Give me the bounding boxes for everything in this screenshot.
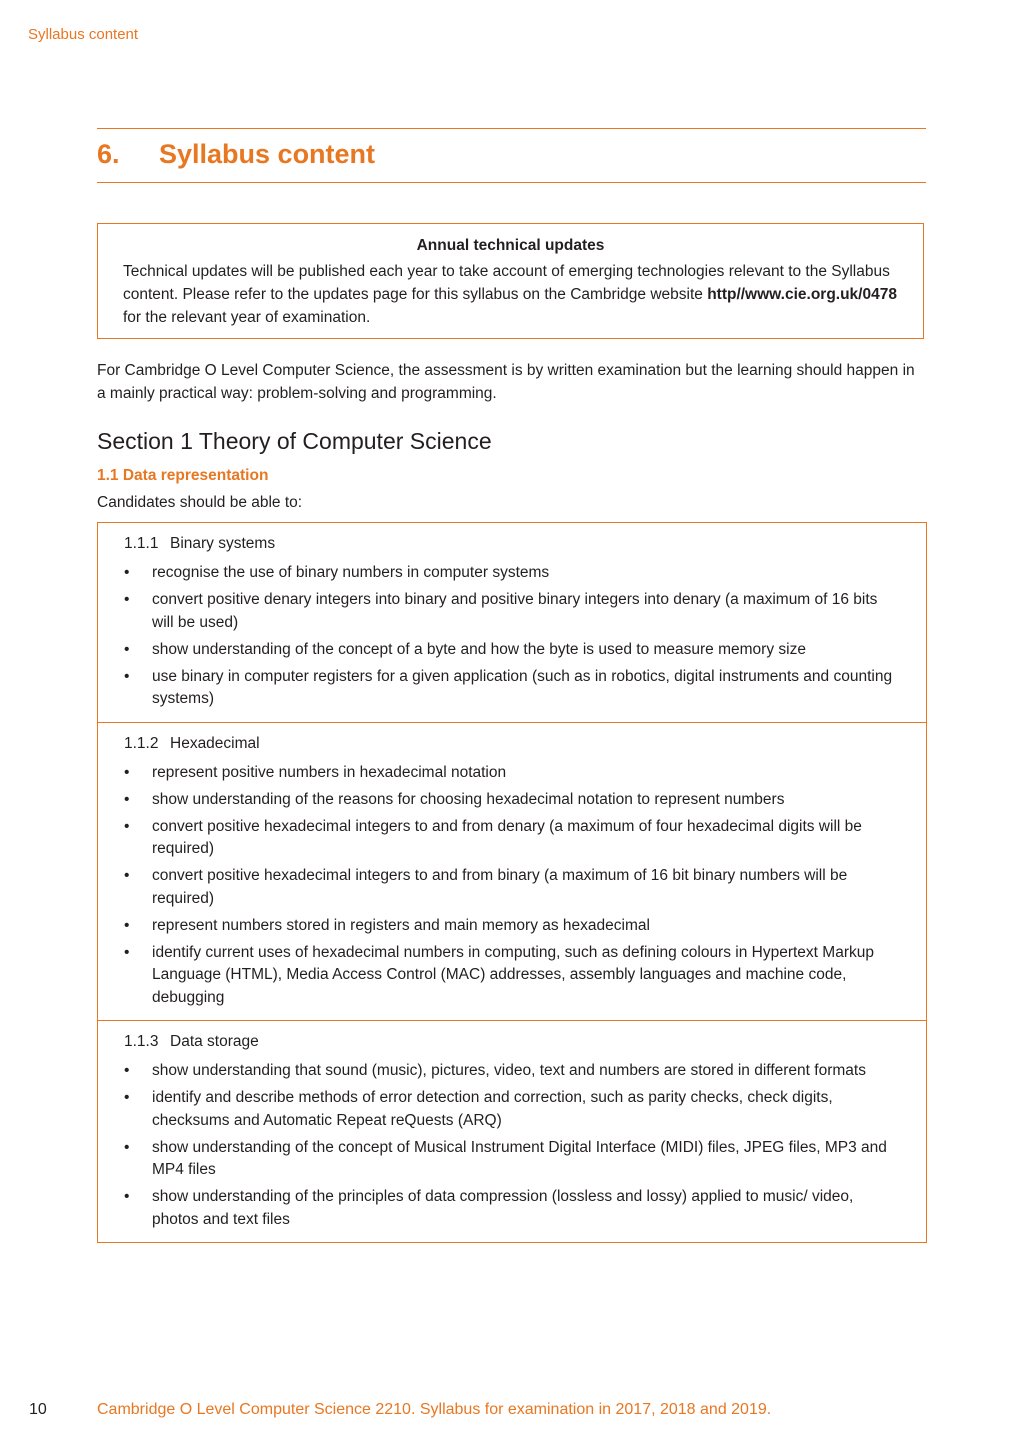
topic-cell (98, 523, 926, 722)
chapter-title-text: Syllabus content (159, 139, 376, 169)
topic-code: 1.1.2 (124, 734, 159, 752)
topic-cell (98, 1020, 926, 1242)
updates-text: Technical updates will be published each year to take account of emerging technologies relevant to the Syllabus content. Please refer to the updates page for this syllabus on the Cambridge website (123, 263, 890, 303)
topic-cell (98, 722, 926, 1021)
footer-text: Cambridge O Level Computer Science 2210. Syllabus for examination in 2017, 2018 and 2019. (97, 1401, 772, 1418)
list-item: • represent numbers stored in registers and main memory as hexadecimal (124, 915, 896, 938)
topic-bullet-list (124, 562, 896, 711)
page-number: 10 (29, 1401, 47, 1418)
list-item: • show understanding of the principles of data compression (lossless and lossy) applied to music/ video, photos and text files (124, 1186, 896, 1231)
topic-title: Data storage (170, 1033, 259, 1050)
list-item: • identify current uses of hexadecimal numbers in computing, such as defining colours in Hypertext Markup Language (HTML), Media Access Control (MAC) addresses, assembly languages and machine code, debugging (124, 942, 896, 1010)
list-item: • convert positive hexadecimal integers to and from binary (a maximum of 16 bit binary numbers will be required) (124, 865, 896, 910)
intro-paragraph: For Cambridge O Level Computer Science, the assessment is by written examination but the learning should happen in a mainly practical way: problem-solving and programming. (97, 362, 915, 402)
updates-title: Annual technical updates (416, 237, 605, 254)
chapter-rule-bottom (97, 182, 926, 183)
list-item: • recognise the use of binary numbers in computer systems (124, 562, 896, 585)
updates-text-end: for the relevant year of examination. (123, 309, 371, 326)
topic-code: 1.1.1 (124, 535, 159, 552)
list-item: • convert positive hexadecimal integers to and from denary (a maximum of four hexadecimal digits will be required) (124, 816, 896, 861)
topic-heading (124, 1031, 896, 1053)
list-item: • show understanding of the concept of a byte and how the byte is used to measure memory size (124, 639, 896, 662)
topics-table (97, 522, 927, 1243)
topic-heading (124, 533, 896, 555)
list-item: • represent positive numbers in hexadecimal notation (124, 762, 896, 785)
list-item: • show understanding of the reasons for choosing hexadecimal notation to represent numbers (124, 789, 896, 812)
topic-heading (124, 733, 896, 755)
updates-body (123, 260, 898, 329)
list-item: • show understanding that sound (music), pictures, video, text and numbers are stored in different formats (124, 1060, 896, 1083)
chapter-title (97, 139, 375, 170)
topic-title: Hexadecimal (170, 734, 260, 752)
list-item: • convert positive denary integers into binary and positive binary integers into denary (a maximum of 16 bits will be used) (124, 589, 896, 634)
list-item: • show understanding of the concept of Musical Instrument Digital Interface (MIDI) files, JPEG files, MP3 and MP4 files (124, 1137, 896, 1182)
running-head: Syllabus content (28, 26, 139, 43)
subsection-heading: 1.1 Data representation (97, 467, 269, 484)
chapter-rule-top (97, 128, 926, 129)
topic-title: Binary systems (170, 535, 276, 552)
list-item: • identify and describe methods of error detection and correction, such as parity checks, check digits, checksums and Automatic Repeat reQuests (ARQ) (124, 1087, 896, 1132)
topic-code: 1.1.3 (124, 1033, 159, 1050)
updates-link[interactable]: http//www.cie.org.uk/0478 (707, 286, 897, 303)
annual-updates-box (97, 223, 924, 339)
chapter-number: 6. (97, 139, 120, 169)
candidates-lead: Candidates should be able to: (97, 494, 303, 511)
list-item: • use binary in computer registers for a given application (such as in robotics, digital instruments and counting systems) (124, 666, 896, 711)
topic-bullet-list (124, 1060, 896, 1231)
section-heading: Section 1 Theory of Computer Science (97, 428, 492, 454)
topic-bullet-list (124, 762, 896, 1010)
